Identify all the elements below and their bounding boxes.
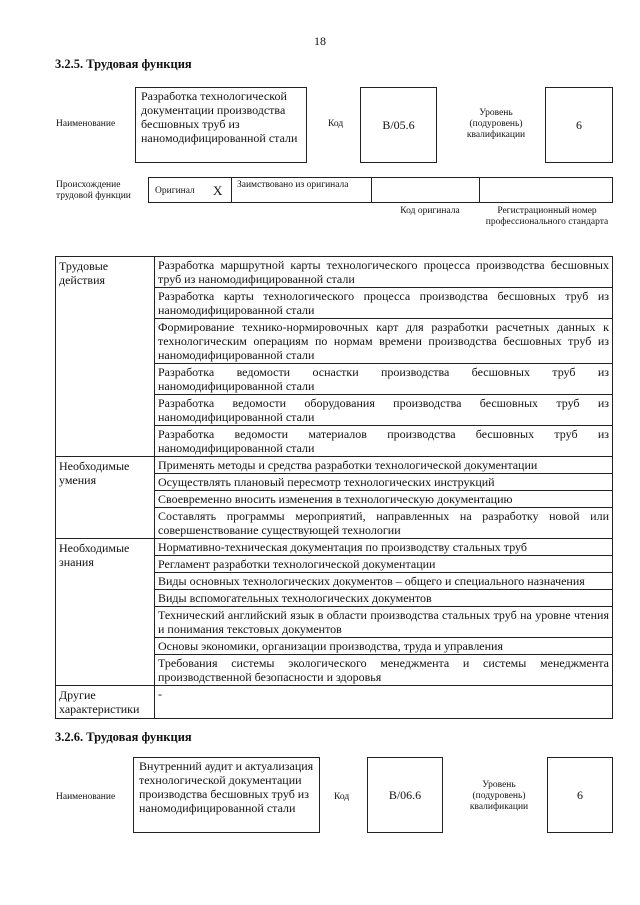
origin-code-caption: Код оригинала (400, 206, 460, 216)
list-item: Разработка маршрутной карты технологического процесса производства бесшовных труб из наномодифицированной стали (155, 257, 613, 288)
level-value: 6 (577, 788, 583, 802)
table-row (56, 257, 613, 288)
table-row (56, 457, 613, 474)
list-item: Виды вспомогательных технологических документов (155, 590, 613, 607)
list-item: Своевременно вносить изменения в технологическую документацию (155, 491, 613, 508)
list-item: Виды основных технологических документов – общего и специального назначения (155, 573, 613, 590)
list-item: Технический английский язык в области производства стальных труб на уровне чтения и понимания текстовых документов (155, 607, 613, 638)
function-details-table (55, 256, 613, 719)
function-name: Внутренний аудит и актуализация технологической документации производства бесшовных труб из наномодифицированной стали (139, 759, 314, 815)
divider (479, 178, 480, 202)
original-label: Оригинал (155, 186, 195, 196)
borrowed-label: Заимствовано из оригинала (237, 180, 349, 190)
code-label: Код (334, 792, 350, 802)
list-item: Регламент разработки технологической документации (155, 556, 613, 573)
list-item: Разработка ведомости оснастки производства бесшовных труб из наномодифицированной стали (155, 364, 613, 395)
row-label: Трудовые действия (56, 257, 155, 457)
code-value: B/06.6 (388, 788, 422, 802)
list-item: Применять методы и средства разработки технологической документации (155, 457, 613, 474)
origin-label: Происхождение трудовой функции (56, 180, 131, 201)
divider (231, 178, 232, 202)
level-label: Уровень (подуровень) квалификации (466, 108, 526, 140)
reg-number-caption: Регистрационный номер профессионального стандарта (485, 206, 609, 227)
origin-row (148, 177, 613, 203)
list-item: Разработка карты технологического процесса производства бесшовных труб из наномодифицированной стали (155, 288, 613, 319)
page-number: 18 (314, 34, 326, 48)
table-row (56, 539, 613, 556)
original-mark: X (213, 183, 223, 198)
level-box (545, 87, 613, 163)
list-item: Формирование технико-нормировочных карт для разработки расчетных данных к технологическим операциям по нормам времени производства бесшовных труб из наномодифицированной стали (155, 319, 613, 364)
list-item: - (155, 686, 613, 719)
row-label: Другие характеристики (56, 686, 155, 719)
row-label: Необходимые знания (56, 539, 155, 686)
level-value: 6 (576, 118, 582, 132)
level-box (547, 757, 613, 833)
list-item: Основы экономики, организации производства, труда и управления (155, 638, 613, 655)
section-heading: 3.2.6. Трудовая функция (55, 730, 192, 744)
function-name-box (133, 757, 320, 833)
row-label: Необходимые умения (56, 457, 155, 539)
divider (371, 178, 372, 202)
list-item: Требования системы экологического менеджмента и системы менеджмента производственной безопасности и здоровья (155, 655, 613, 686)
function-name-box (135, 87, 307, 163)
code-box (367, 757, 443, 833)
list-item: Разработка ведомости материалов производства бесшовных труб из наномодифицированной стали (155, 426, 613, 457)
code-box (360, 87, 437, 163)
name-label: Наименование (56, 119, 116, 129)
list-item: Нормативно-техническая документация по производству стальных труб (155, 539, 613, 556)
name-label: Наименование (56, 792, 116, 802)
function-name: Разработка технологической документации производства бесшовных труб из наномодифицированной стали (141, 89, 298, 145)
code-label: Код (328, 119, 344, 129)
code-value: B/05.6 (382, 118, 415, 132)
list-item: Разработка ведомости оборудования производства бесшовных труб из наномодифицированной стали (155, 395, 613, 426)
section-heading: 3.2.5. Трудовая функция (55, 57, 192, 71)
list-item: Составлять программы мероприятий, направленных на разработку новой или совершенствование существующей технологии (155, 508, 613, 539)
list-item: Осуществлять плановый пересмотр технологических инструкций (155, 474, 613, 491)
level-label: Уровень (подуровень) квалификации (469, 780, 529, 812)
table-row (56, 686, 613, 719)
